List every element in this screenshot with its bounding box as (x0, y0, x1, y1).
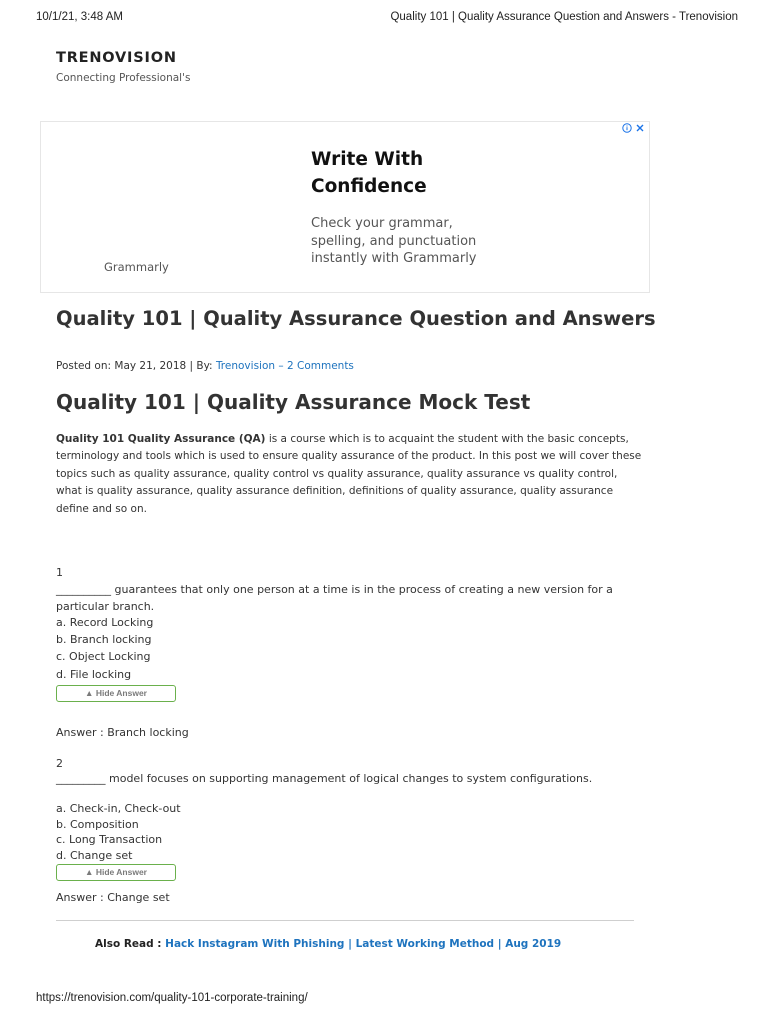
ad-body-line: Check your grammar, (311, 216, 453, 231)
print-footer-url: https://trenovision.com/quality-101-corporate-training/ (36, 992, 308, 1004)
close-icon[interactable] (635, 123, 645, 133)
ad-headline-line: Confidence (311, 176, 427, 197)
post-date: Posted on: May 21, 2018 | By: (56, 360, 216, 372)
hide-answer-button[interactable] (56, 864, 176, 881)
caret-up-icon: ▲ (85, 867, 94, 877)
ad-brand-name: Grammarly (104, 260, 169, 274)
also-read-link[interactable]: Hack Instagram With Phishing | Latest Working Method | Aug 2019 (165, 938, 562, 950)
advertisement-banner[interactable] (40, 121, 650, 293)
intro-text: is a course which is to acquaint the student with the basic concepts, terminology and tools which is used to ensure quality assurance of the product. In this post we will cover these topics such as quality assurance, quality control vs quality assurance, quality assurance vs quality control, what is quality assurance, quality assurance definition, definitions of quality assurance, quality assurance define and so on. (56, 433, 642, 515)
post-title: Quality 101 | Quality Assurance Question and Answers (56, 307, 656, 330)
ad-headline-line: Write With (311, 149, 424, 170)
info-icon[interactable] (622, 123, 632, 133)
question-text: __________ guarantees that only one person at a time is in the process of creating a new version for a particular branch. (56, 583, 613, 613)
site-logo-text[interactable]: TRENOVISION (56, 50, 177, 66)
ad-body-text (311, 215, 541, 268)
also-read (95, 938, 561, 950)
print-header (36, 11, 738, 27)
answer-option: c. Long Transaction (56, 833, 163, 846)
answer-option: d. Change set (56, 849, 133, 862)
divider (56, 920, 634, 921)
answer-option: b. Composition (56, 818, 139, 831)
answer-option: b. Branch locking (56, 633, 152, 646)
answer-option: d. File locking (56, 668, 132, 681)
also-read-label: Also Read : (95, 938, 166, 950)
answer-option: c. Object Locking (56, 650, 151, 663)
hide-answer-label: Hide Answer (95, 867, 147, 877)
hide-answer-label: Hide Answer (95, 688, 147, 698)
print-page-title: Quality 101 | Quality Assurance Question and Answers - Trenovision (390, 11, 738, 23)
answer-text: Answer : Change set (56, 891, 170, 904)
ad-body-line: instantly with Grammarly (311, 251, 477, 266)
answer-option: a. Record Locking (56, 616, 154, 629)
intro-paragraph (56, 431, 646, 518)
section-heading: Quality 101 | Quality Assurance Mock Test (56, 390, 531, 414)
intro-bold-term: Quality 101 Quality Assurance (QA) (56, 433, 266, 445)
meta-separator: – (275, 360, 287, 372)
print-datetime: 10/1/21, 3:48 AM (36, 11, 123, 23)
ad-controls[interactable] (622, 123, 645, 134)
ad-body-line: spelling, and punctuation (311, 233, 477, 249)
answer-option: a. Check-in, Check-out (56, 802, 181, 815)
caret-up-icon: ▲ (85, 688, 94, 698)
answer-text: Answer : Branch locking (56, 726, 189, 739)
ad-headline[interactable] (311, 146, 531, 200)
question-number: 2 (56, 757, 63, 770)
author-link[interactable]: Trenovision (215, 360, 276, 372)
post-meta (56, 360, 354, 372)
question-number: 1 (56, 566, 63, 579)
hide-answer-button[interactable] (56, 685, 176, 702)
comments-link[interactable]: 2 Comments (286, 360, 354, 372)
site-tagline: Connecting Professional's (56, 72, 191, 84)
question-text: _________ model focuses on supporting management of logical changes to system configurations. (56, 772, 593, 785)
